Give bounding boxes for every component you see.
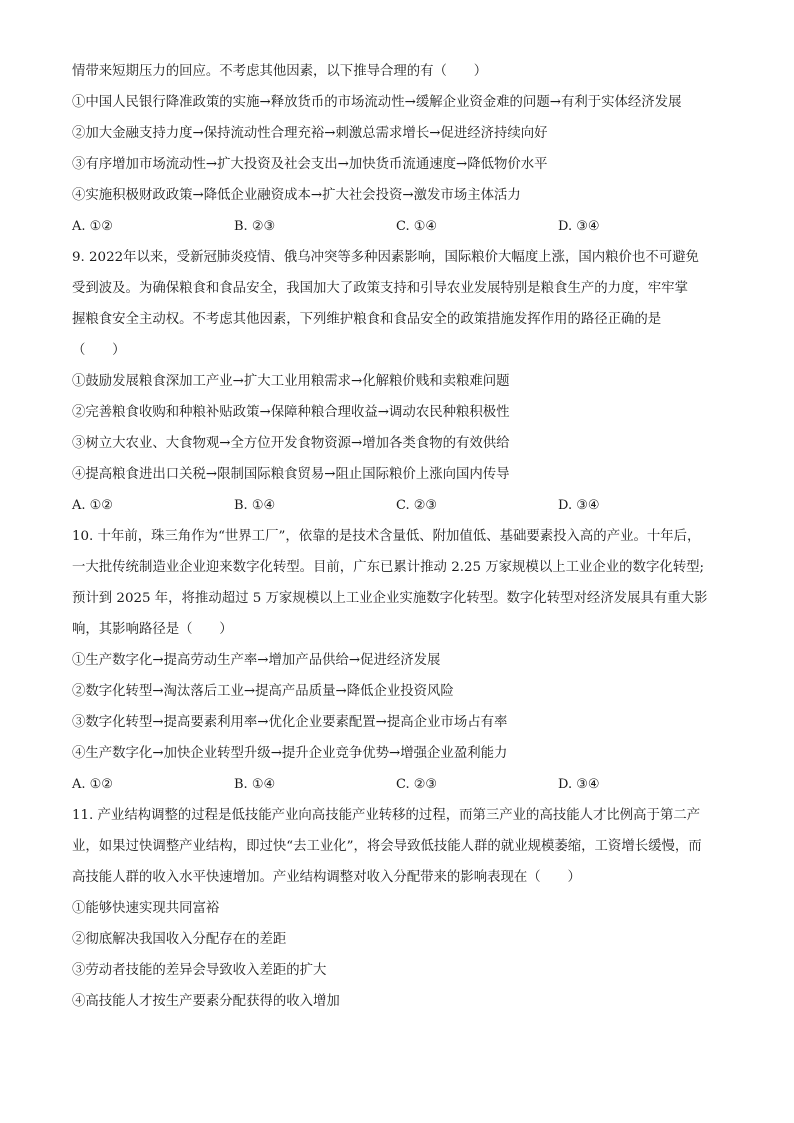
question-10-stem-line: 一大批传统制造业企业迎来数字化转型。目前，广东已累计推动 2.25 万家规模以上工业企业的数字化转型; — [72, 560, 705, 575]
question-8-option-1: ①中国人民银行降准政策的实施→释放货币的市场流动性→缓解企业资金难的问题→有利于实体经济发展 — [72, 95, 682, 110]
question-10-choice-a: A. ①② — [72, 777, 113, 792]
question-9-choice-b: B. ①④ — [234, 498, 276, 513]
question-8-stem-line: 情带来短期压力的回应。不考虑其他因素，以下推导合理的有（ ） — [72, 64, 488, 79]
question-10-choice-d: D. ③④ — [558, 777, 600, 792]
question-9 — [72, 248, 722, 516]
question-8 — [72, 62, 722, 237]
question-11-stem-line: 高技能人群的收入水平快速增加。产业结构调整对收入分配带来的影响表现在（ ） — [72, 870, 581, 885]
question-9-choices — [72, 496, 722, 516]
question-11-option-1: ①能够快速实现共同富裕 — [72, 901, 220, 916]
question-10-stem-line: 预计到 2025 年，将推动超过 5 万家规模以上工业企业实施数字化转型。数字化转型对经济发展具有重大影 — [72, 591, 708, 606]
question-9-option-2: ②完善粮食收购和种粮补贴政策→保障种粮合理收益→调动农民种粮积极性 — [72, 405, 510, 420]
question-11-stem-line: 11. 产业结构调整的过程是低技能产业向高技能产业转移的过程，而第三产业的高技能人才比例高于第二产 — [72, 808, 701, 823]
question-8-choice-d: D. ③④ — [558, 219, 600, 234]
exam-page — [72, 62, 722, 1012]
question-10-option-4: ④生产数字化→加快企业转型升级→提升企业竞争优势→增强企业盈利能力 — [72, 746, 508, 761]
question-9-choice-a: A. ①② — [72, 498, 113, 513]
question-11-option-4: ④高技能人才按生产要素分配获得的收入增加 — [72, 994, 340, 1009]
question-8-choice-b: B. ②③ — [234, 219, 276, 234]
question-11-option-3: ③劳动者技能的差异会导致收入差距的扩大 — [72, 963, 327, 978]
question-8-choices — [72, 217, 722, 237]
question-10-stem-line: 10. 十年前，珠三角作为“世界工厂”，依靠的是技术含量低、附加值低、基础要素投入高的产业。十年后， — [72, 529, 701, 544]
question-10-option-1: ①生产数字化→提高劳动生产率→增加产品供给→促进经济发展 — [72, 653, 441, 668]
question-10-choices — [72, 775, 722, 795]
question-8-choice-a: A. ①② — [72, 219, 113, 234]
question-9-choice-c: C. ②③ — [396, 498, 438, 513]
question-9-option-1: ①鼓励发展粮食深加工产业→扩大工业用粮需求→化解粮价贱和卖粮难问题 — [72, 374, 510, 389]
question-9-stem-line: 受到波及。为确保粮食和食品安全，我国加大了政策支持和引导农业发展特别是粮食生产的力度，牢牢掌 — [72, 281, 688, 296]
question-10 — [72, 527, 722, 795]
question-11-option-2: ②彻底解决我国收入分配存在的差距 — [72, 932, 287, 947]
question-11-stem-line: 业，如果过快调整产业结构，即过快“去工业化”，将会导致低技能人群的就业规模萎缩，工资增长缓慢，而 — [72, 839, 702, 854]
question-9-option-4: ④提高粮食进出口关税→限制国际粮食贸易→阻止国际粮价上涨向国内传导 — [72, 467, 510, 482]
question-9-stem-line: 握粮食安全主动权。不考虑其他因素，下列维护粮食和食品安全的政策措施发挥作用的路径正确的是 — [72, 312, 662, 327]
question-10-choice-c: C. ②③ — [396, 777, 438, 792]
question-8-option-4: ④实施积极财政政策→降低企业融资成本→扩大社会投资→激发市场主体活力 — [72, 188, 521, 203]
question-9-option-3: ③树立大农业、大食物观→全方位开发食物资源→增加各类食物的有效供给 — [72, 436, 510, 451]
question-10-option-3: ③数字化转型→提高要素利用率→优化企业要素配置→提高企业市场占有率 — [72, 715, 508, 730]
question-8-option-3: ③有序增加市场流动性→扩大投资及社会支出→加快货币流通速度→降低物价水平 — [72, 157, 548, 172]
question-9-stem-line: 9. 2022年以来，受新冠肺炎疫情、俄乌冲突等多种因素影响，国际粮价大幅度上涨，国内粮价也不可避免 — [72, 250, 699, 265]
question-9-stem-line: （ ） — [72, 343, 126, 358]
question-10-choice-b: B. ①④ — [234, 777, 276, 792]
question-8-option-2: ②加大金融支持力度→保持流动性合理充裕→刺激总需求增长→促进经济持续向好 — [72, 126, 548, 141]
question-8-choice-c: C. ①④ — [396, 219, 438, 234]
question-11 — [72, 806, 722, 1012]
question-9-choice-d: D. ③④ — [558, 498, 600, 513]
question-10-stem-line: 响，其影响路径是（ ） — [72, 622, 233, 637]
question-10-option-2: ②数字化转型→淘汰落后工业→提高产品质量→降低企业投资风险 — [72, 684, 454, 699]
